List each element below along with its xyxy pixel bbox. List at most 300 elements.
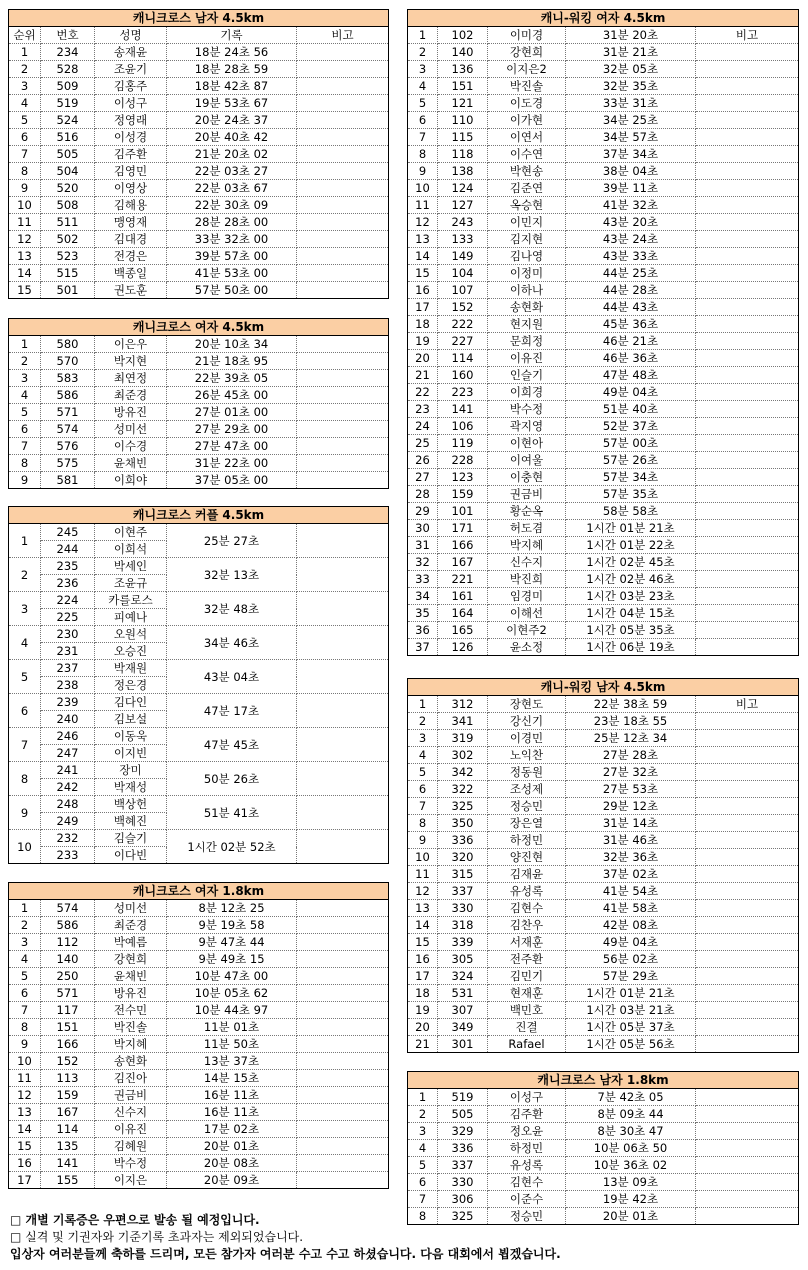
bib-cell: 502 (41, 231, 95, 248)
name-cell: 이성구 (488, 1089, 566, 1106)
record-cell: 47분 17초 (167, 694, 297, 728)
rank-cell: 4 (408, 1140, 438, 1157)
record-cell: 28분 28초 00 (167, 214, 297, 231)
table-row (408, 554, 799, 571)
name-cell: 이영상 (95, 180, 167, 197)
name-cell: 서재훈 (488, 934, 566, 951)
name-cell: 김민기 (488, 968, 566, 985)
table-row (9, 112, 389, 129)
record-cell: 27분 47초 00 (167, 438, 297, 455)
note-cell (297, 694, 389, 728)
name-cell: 김해용 (95, 197, 167, 214)
table-row (9, 524, 389, 541)
table-row (408, 316, 799, 333)
bib-cell: 576 (41, 438, 95, 455)
record-cell: 1시간 06분 19초 (566, 639, 696, 656)
bib-cell: 305 (438, 951, 488, 968)
record-cell: 20분 24초 37 (167, 112, 297, 129)
record-cell: 1시간 02분 52초 (167, 830, 297, 864)
name-cell: 윤채빈 (95, 968, 167, 985)
table-row (408, 452, 799, 469)
table-row (408, 401, 799, 418)
rank-cell: 2 (408, 44, 438, 61)
rank-cell: 6 (9, 985, 41, 1002)
rank-cell: 5 (408, 764, 438, 781)
record-cell: 19분 42초 (566, 1191, 696, 1208)
note-cell (297, 558, 389, 592)
rank-cell: 17 (408, 968, 438, 985)
table-row (408, 163, 799, 180)
record-cell: 57분 26초 (566, 452, 696, 469)
bib-cell: 336 (438, 1140, 488, 1157)
record-cell: 20분 01초 (566, 1208, 696, 1225)
table-row (408, 747, 799, 764)
bib-cell: 124 (438, 180, 488, 197)
table-row (9, 455, 389, 472)
note-cell (696, 44, 799, 61)
note-cell (696, 197, 799, 214)
bib-cell: 249 (41, 813, 95, 830)
name-cell: 이은우 (95, 336, 167, 353)
bib-cell: 141 (438, 401, 488, 418)
bib-cell: 586 (41, 917, 95, 934)
name-cell: 이해선 (488, 605, 566, 622)
table-row (408, 1019, 799, 1036)
name-cell: 정승민 (488, 798, 566, 815)
record-cell: 37분 02초 (566, 866, 696, 883)
record-cell: 33분 32초 00 (167, 231, 297, 248)
rank-cell: 9 (408, 832, 438, 849)
bib-cell: 110 (438, 112, 488, 129)
rank-cell: 14 (9, 1121, 41, 1138)
column-header: 비고 (297, 27, 389, 44)
table-row (9, 421, 389, 438)
bib-cell: 342 (438, 764, 488, 781)
name-cell: 박진희 (488, 571, 566, 588)
bib-cell: 115 (438, 129, 488, 146)
name-cell: 장은열 (488, 815, 566, 832)
note-cell (297, 370, 389, 387)
rank-cell: 9 (9, 180, 41, 197)
table-row (9, 968, 389, 985)
record-cell: 10분 36초 02 (566, 1157, 696, 1174)
rank-cell: 1 (9, 900, 41, 917)
note-cell (696, 146, 799, 163)
rank-cell: 23 (408, 401, 438, 418)
name-cell: 김재윤 (488, 866, 566, 883)
note-cell (696, 571, 799, 588)
name-cell: 이성경 (95, 129, 167, 146)
table-row (9, 900, 389, 917)
table-row (408, 605, 799, 622)
rank-cell: 9 (9, 472, 41, 489)
record-cell: 1시간 05분 35초 (566, 622, 696, 639)
rank-cell: 7 (9, 146, 41, 163)
record-cell: 10분 44초 97 (167, 1002, 297, 1019)
note-cell (297, 830, 389, 864)
record-cell: 46분 36초 (566, 350, 696, 367)
table-title: 캐니크로스 남자 4.5km (9, 10, 389, 27)
note-cell (297, 985, 389, 1002)
name-cell: 오승진 (95, 643, 167, 660)
table-row (408, 61, 799, 78)
rank-cell: 12 (408, 883, 438, 900)
table-row (9, 626, 389, 643)
table-row (9, 1138, 389, 1155)
table-row (9, 796, 389, 813)
table-row (408, 503, 799, 520)
rank-cell: 7 (9, 728, 41, 762)
bib-cell: 504 (41, 163, 95, 180)
table-row (408, 384, 799, 401)
name-cell: 성미선 (95, 900, 167, 917)
record-cell: 52분 37초 (566, 418, 696, 435)
record-cell: 31분 46초 (566, 832, 696, 849)
note-cell (297, 1104, 389, 1121)
table-row (408, 44, 799, 61)
record-cell: 27분 29초 00 (167, 421, 297, 438)
rank-cell: 26 (408, 452, 438, 469)
rank-cell: 2 (408, 1106, 438, 1123)
table-row (408, 1089, 799, 1106)
bib-cell: 241 (41, 762, 95, 779)
table-canicross-men-4-5km (8, 9, 389, 299)
record-cell: 34분 25초 (566, 112, 696, 129)
bib-cell: 225 (41, 609, 95, 626)
record-cell: 37분 05초 00 (167, 472, 297, 489)
name-cell: 김혜원 (95, 1138, 167, 1155)
note-cell (696, 1106, 799, 1123)
bib-cell: 166 (41, 1036, 95, 1053)
record-cell: 31분 22초 00 (167, 455, 297, 472)
rank-cell: 13 (9, 1104, 41, 1121)
bib-cell: 325 (438, 798, 488, 815)
note-cell (696, 520, 799, 537)
name-cell: 이충현 (488, 469, 566, 486)
rank-cell: 11 (9, 214, 41, 231)
table-row (408, 571, 799, 588)
name-cell: 장미 (95, 762, 167, 779)
record-cell: 57분 29초 (566, 968, 696, 985)
rank-cell: 2 (9, 917, 41, 934)
rank-cell: 34 (408, 588, 438, 605)
note-cell (297, 387, 389, 404)
record-cell: 43분 20초 (566, 214, 696, 231)
note-cell (297, 934, 389, 951)
rank-cell: 2 (408, 713, 438, 730)
record-cell: 44분 28초 (566, 282, 696, 299)
note-cell (696, 968, 799, 985)
bib-cell: 349 (438, 1019, 488, 1036)
table-title-row (9, 10, 389, 27)
rank-cell: 5 (408, 95, 438, 112)
table-row (9, 1172, 389, 1189)
name-cell: 신수지 (488, 554, 566, 571)
record-cell: 1시간 03분 23초 (566, 588, 696, 605)
note-cell (297, 1138, 389, 1155)
bib-cell: 159 (438, 486, 488, 503)
name-cell: 김슬기 (95, 830, 167, 847)
bib-cell: 320 (438, 849, 488, 866)
rank-cell: 5 (9, 660, 41, 694)
rank-cell: 2 (9, 558, 41, 592)
rank-cell: 30 (408, 520, 438, 537)
note-cell (297, 1172, 389, 1189)
rank-cell: 4 (9, 626, 41, 660)
note-cell (696, 1140, 799, 1157)
bib-cell: 114 (438, 350, 488, 367)
rank-cell: 10 (408, 849, 438, 866)
table-row (9, 438, 389, 455)
name-cell: 윤소정 (488, 639, 566, 656)
bib-cell: 224 (41, 592, 95, 609)
bib-cell: 140 (41, 951, 95, 968)
name-cell: 임경미 (488, 588, 566, 605)
table-title-row (408, 1072, 799, 1089)
record-cell: 56분 02초 (566, 951, 696, 968)
table-row (9, 558, 389, 575)
note-cell: 비고 (696, 27, 799, 44)
rank-cell: 7 (408, 129, 438, 146)
bib-cell: 167 (41, 1104, 95, 1121)
name-cell: 카를로스 (95, 592, 167, 609)
table-row (408, 1174, 799, 1191)
bib-cell: 524 (41, 112, 95, 129)
table-row (9, 387, 389, 404)
rank-cell: 6 (408, 112, 438, 129)
bib-cell: 106 (438, 418, 488, 435)
note-cell (696, 605, 799, 622)
note-cell (696, 730, 799, 747)
column-header: 성명 (95, 27, 167, 44)
rank-cell: 8 (9, 1019, 41, 1036)
name-cell: 피예나 (95, 609, 167, 626)
name-cell: 박재성 (95, 779, 167, 796)
note-cell (297, 626, 389, 660)
bib-cell: 571 (41, 404, 95, 421)
bib-cell: 152 (438, 299, 488, 316)
rank-cell: 12 (9, 1087, 41, 1104)
note-cell (696, 350, 799, 367)
rank-cell: 19 (408, 333, 438, 350)
rank-cell: 8 (408, 146, 438, 163)
note-cell (297, 1019, 389, 1036)
name-cell: 박재원 (95, 660, 167, 677)
note-cell (297, 44, 389, 61)
name-cell: 이유진 (95, 1121, 167, 1138)
note-cell (297, 146, 389, 163)
note-cell (297, 728, 389, 762)
record-cell: 39분 57초 00 (167, 248, 297, 265)
bib-cell: 330 (438, 1174, 488, 1191)
rank-cell: 7 (408, 1191, 438, 1208)
bib-cell: 234 (41, 44, 95, 61)
table-row (408, 282, 799, 299)
table-row (408, 350, 799, 367)
name-cell: 송현화 (488, 299, 566, 316)
table-row (9, 197, 389, 214)
record-cell: 50분 26초 (167, 762, 297, 796)
rank-cell: 11 (408, 866, 438, 883)
record-cell: 13분 37초 (167, 1053, 297, 1070)
record-cell: 42분 08초 (566, 917, 696, 934)
note-cell (696, 1208, 799, 1225)
name-cell: 백혜진 (95, 813, 167, 830)
rank-cell: 4 (9, 387, 41, 404)
rank-cell: 29 (408, 503, 438, 520)
note-cell (297, 336, 389, 353)
bib-cell: 152 (41, 1053, 95, 1070)
table-row (408, 815, 799, 832)
record-cell: 10분 06초 50 (566, 1140, 696, 1157)
rank-cell: 1 (9, 44, 41, 61)
table-canicross-women-1-8km (8, 882, 389, 1189)
rank-cell: 8 (9, 762, 41, 796)
table-row (408, 214, 799, 231)
table-row (408, 730, 799, 747)
record-cell: 11분 01초 (167, 1019, 297, 1036)
record-cell: 9분 49초 15 (167, 951, 297, 968)
table-row (9, 180, 389, 197)
table-title: 캐니크로스 커플 4.5km (9, 507, 389, 524)
name-cell: 유성록 (488, 883, 566, 900)
record-cell: 11분 50초 (167, 1036, 297, 1053)
rank-cell: 14 (9, 265, 41, 282)
note-cell (696, 900, 799, 917)
rank-cell: 8 (9, 455, 41, 472)
rank-cell: 10 (9, 830, 41, 864)
rank-cell: 5 (408, 1157, 438, 1174)
table-title: 캐니크로스 여자 1.8km (9, 883, 389, 900)
note-cell (297, 265, 389, 282)
table-row (408, 917, 799, 934)
record-cell: 22분 03초 67 (167, 180, 297, 197)
bib-cell: 117 (41, 1002, 95, 1019)
record-cell: 27분 01초 00 (167, 404, 297, 421)
bib-cell: 167 (438, 554, 488, 571)
bib-cell: 336 (438, 832, 488, 849)
bib-cell: 242 (41, 779, 95, 796)
name-cell: 백종일 (95, 265, 167, 282)
rank-cell: 7 (9, 438, 41, 455)
record-cell: 37분 34초 (566, 146, 696, 163)
rank-cell: 1 (408, 1089, 438, 1106)
table-row (408, 1123, 799, 1140)
rank-cell: 35 (408, 605, 438, 622)
bib-cell: 232 (41, 830, 95, 847)
table-row (9, 694, 389, 711)
table-row (408, 764, 799, 781)
table-row (408, 78, 799, 95)
rank-cell: 5 (9, 404, 41, 421)
table-title: 캐니크로스 남자 1.8km (408, 1072, 799, 1089)
bib-cell: 324 (438, 968, 488, 985)
name-cell: 옥승현 (488, 197, 566, 214)
bib-cell: 519 (41, 95, 95, 112)
record-cell: 51분 40초 (566, 401, 696, 418)
bib-cell: 222 (438, 316, 488, 333)
table-row (9, 146, 389, 163)
rank-cell: 16 (408, 951, 438, 968)
name-cell: 인슬기 (488, 367, 566, 384)
name-cell: 박현송 (488, 163, 566, 180)
name-cell: 방유진 (95, 404, 167, 421)
rank-cell: 3 (9, 934, 41, 951)
table-row (408, 985, 799, 1002)
table-row (9, 1070, 389, 1087)
record-cell: 18분 28초 59 (167, 61, 297, 78)
bib-cell: 329 (438, 1123, 488, 1140)
note-cell: 비고 (696, 696, 799, 713)
name-cell: 이연서 (488, 129, 566, 146)
bib-cell: 138 (438, 163, 488, 180)
name-cell: 조성제 (488, 781, 566, 798)
note-cell (696, 849, 799, 866)
name-cell: 이준수 (488, 1191, 566, 1208)
bib-cell: 515 (41, 265, 95, 282)
record-cell: 41분 32초 (566, 197, 696, 214)
bib-cell: 246 (41, 728, 95, 745)
record-cell: 22분 30초 09 (167, 197, 297, 214)
bib-cell: 245 (41, 524, 95, 541)
table-row (9, 830, 389, 847)
bib-cell: 528 (41, 61, 95, 78)
bib-cell: 307 (438, 1002, 488, 1019)
name-cell: 김찬우 (488, 917, 566, 934)
note-cell (297, 1121, 389, 1138)
record-cell: 20분 08초 (167, 1155, 297, 1172)
table-row (9, 660, 389, 677)
note-cell (297, 1155, 389, 1172)
record-cell: 47분 48초 (566, 367, 696, 384)
note-cell (696, 1191, 799, 1208)
bib-cell: 166 (438, 537, 488, 554)
note-cell (696, 367, 799, 384)
bib-cell: 126 (438, 639, 488, 656)
note-cell (297, 282, 389, 299)
record-cell: 23분 18초 55 (566, 713, 696, 730)
table-title-row (9, 883, 389, 900)
note-cell (297, 129, 389, 146)
name-cell: 박지혜 (488, 537, 566, 554)
table-row (408, 486, 799, 503)
bib-cell: 240 (41, 711, 95, 728)
record-cell: 13분 09초 (566, 1174, 696, 1191)
record-cell: 20분 10초 34 (167, 336, 297, 353)
bib-cell: 520 (41, 180, 95, 197)
bib-cell: 136 (438, 61, 488, 78)
name-cell: 김영민 (95, 163, 167, 180)
table-title-row (408, 679, 799, 696)
name-cell: 박진솔 (95, 1019, 167, 1036)
name-cell: 이지은2 (488, 61, 566, 78)
note-cell (696, 1019, 799, 1036)
record-cell: 43분 24초 (566, 231, 696, 248)
table-canicross-women-4-5km (8, 318, 389, 489)
record-cell: 27분 53초 (566, 781, 696, 798)
record-cell: 1시간 01분 22초 (566, 537, 696, 554)
rank-cell: 12 (408, 214, 438, 231)
closing-message: 입상자 여러분들께 축하를 드리며, 모든 참가자 여러분 수고 수고 하셨습니다. 다음 대회에서 뵙겠습니다. (10, 1247, 561, 1261)
table-row (9, 95, 389, 112)
bib-cell: 312 (438, 696, 488, 713)
column-header-row (9, 27, 389, 44)
rank-cell: 4 (9, 95, 41, 112)
rank-cell: 6 (408, 1174, 438, 1191)
bib-cell: 337 (438, 1157, 488, 1174)
table-row (408, 435, 799, 452)
name-cell: 허도겸 (488, 520, 566, 537)
